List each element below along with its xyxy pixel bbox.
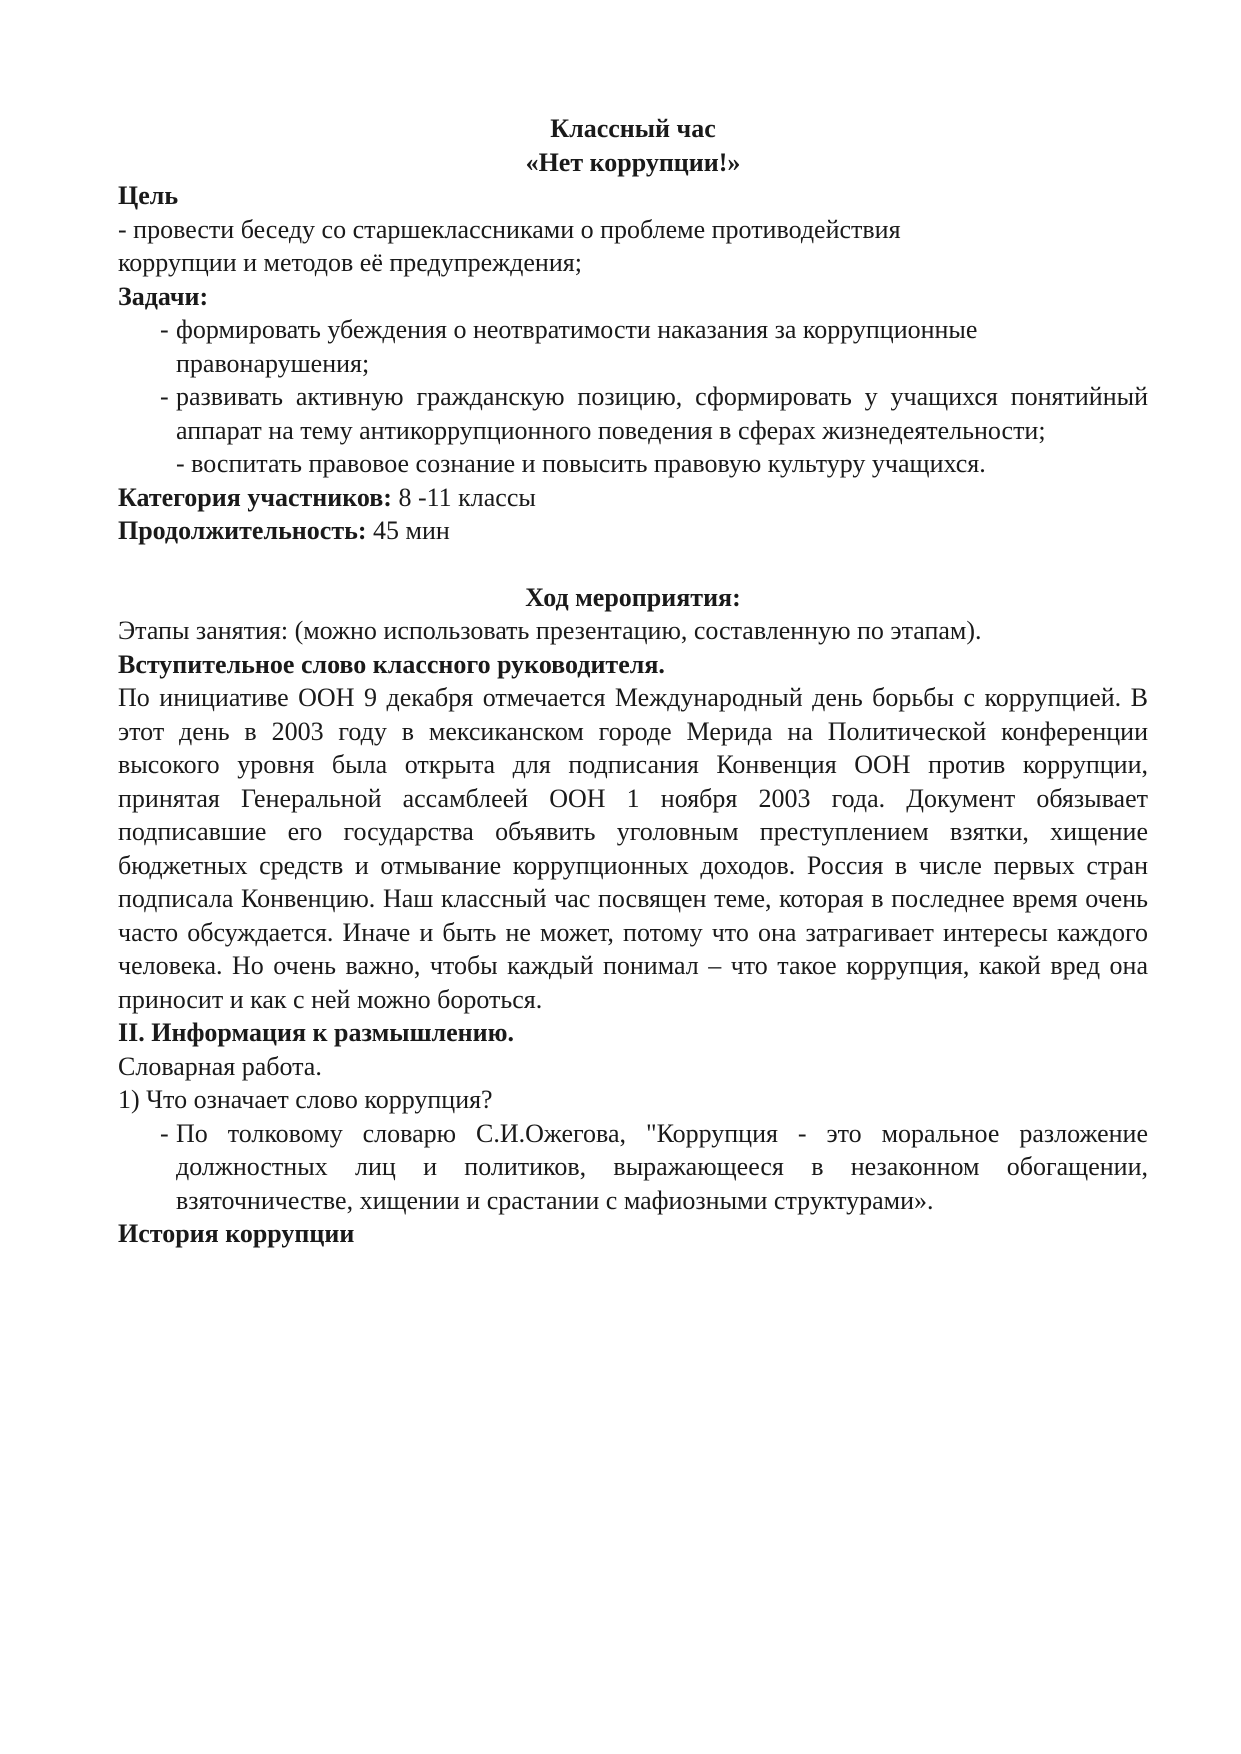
vocab-line: Словарная работа. — [118, 1051, 322, 1081]
title-line-2: «Нет коррупции!» — [525, 147, 741, 177]
tasks-list — [118, 313, 1148, 447]
goal-heading: Цель — [118, 181, 179, 210]
document-page — [118, 112, 1148, 1251]
intro-heading: Вступительное слово классного руководителя. — [118, 649, 665, 679]
task-item-2: - развивать активную гражданскую позицию, сформировать у учащихся понятийный аппарат на тему антикоррупционного поведения в сферах жизнедеятельности; — [176, 380, 1148, 447]
intro-text: По инициативе ООН 9 декабря отмечается Международный день борьбы с коррупцией. В этот день в 2003 году в мексиканском городе Мерида на Политической конференции высокого уровня была открыта для подписания Конвенция ООН против коррупции, принятая Генеральной ассамблеей ООН 1 ноября 2003 года. Документ обязывает подписавшие его государства объявить уголовным преступлением взятки, хищение бюджетных средств и отмывание коррупционных доходов. Россия в числе первых стран подписала Конвенцию. Наш классный час посвящен теме, которая в последнее время очень часто обсуждается. Иначе и быть не может, потому что она затрагивает интересы каждого человека. Но очень важно, чтобы каждый понимал – что такое коррупция, какой вред она приносит и как с ней можно бороться. — [118, 683, 1148, 1014]
duration-line — [118, 514, 1148, 548]
definition-list — [118, 1117, 1148, 1218]
participants-value: 8 -11 классы — [391, 482, 536, 512]
tasks-heading: Задачи: — [118, 281, 209, 311]
participants-label: Категория участников: — [118, 482, 392, 512]
duration-value: 45 мин — [366, 516, 450, 545]
question-line: 1) Что означает слово коррупция? — [118, 1085, 493, 1114]
section2-heading: II. Информация к размышлению. — [118, 1018, 514, 1047]
duration-label: Продолжительность: — [118, 516, 367, 545]
spacer — [118, 548, 1148, 581]
history-heading: История коррупции — [118, 1219, 355, 1248]
event-stages: Этапы занятия: (можно использовать презентацию, составленную по этапам). — [118, 616, 982, 645]
task-item-1: - формировать убеждения о неотвратимости наказания за коррупционные правонарушения; — [176, 313, 1148, 380]
event-heading: Ход мероприятия: — [525, 582, 741, 612]
task-item-3: - воспитать правовое сознание и повысить правовую культуру учащихся. — [176, 449, 986, 478]
definition-item: - По толковому словарю С.И.Ожегова, "Коррупция - это моральное разложение должностных лиц и политиков, выражающееся в незаконном обогащении, взяточничестве, хищении и срастании с мафиозными структурами». — [176, 1117, 1148, 1218]
participants-line — [118, 481, 1148, 515]
goal-text: - провести беседу со старшеклассниками о проблеме противодействия коррупции и методов её предупреждения; — [118, 214, 901, 277]
title-line-1: Классный час — [550, 114, 716, 143]
